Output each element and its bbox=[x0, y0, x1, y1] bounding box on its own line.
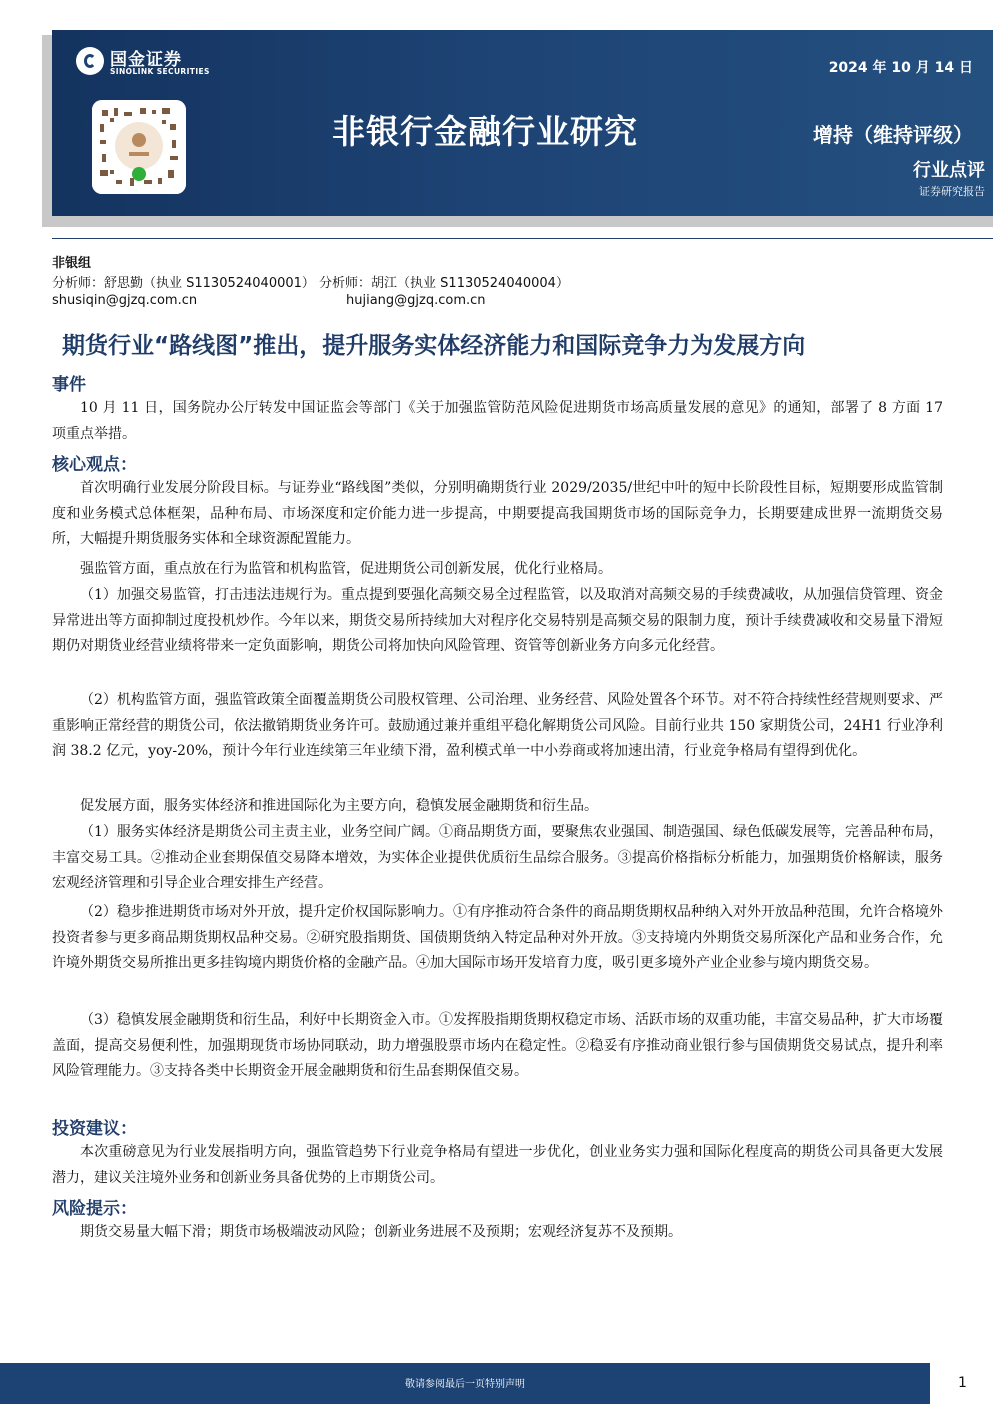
analyst-email-1[interactable]: shusiqin@gjzq.com.cn bbox=[52, 293, 198, 308]
rating-label: 增持（维持评级） bbox=[813, 123, 973, 147]
header-banner bbox=[52, 30, 993, 216]
qr-code-icon bbox=[92, 100, 186, 194]
report-doc-type: 证券研究报告 bbox=[919, 185, 985, 198]
research-group: 非银组 bbox=[52, 256, 92, 271]
core-paragraph-5: 促发展方面，服务实体经济和推进国际化为主要方向，稳慎发展金融期货和衍生品。 bbox=[80, 798, 598, 814]
core-paragraph-4: （2）机构监管方面，强监管政策全面覆盖期货公司股权管理、公司治理、业务经营、风险处置各个环节。对不符合持续性经营规则要求、严重影响正常经营的期货公司，依法撤销期货业务许可。鼓励通过兼并重组平稳化解期货公司风险。目前行业共 150 家期货公司，24H1 行业净利润 38.2 亿元，yoy-20%，预计今年行业连续第三年业绩下滑，盈利模式单一中小券商或将加速出清，行业竞争格局有望得到优化。 bbox=[52, 692, 943, 759]
headline: 期货行业“路线图”推出，提升服务实体经济能力和国际竞争力为发展方向 bbox=[62, 333, 806, 359]
sinolink-logo-icon bbox=[76, 47, 104, 75]
risk-paragraph: 期货交易量大幅下滑；期货市场极端波动风险；创新业务进展不及预期；宏观经济复苏不及预期。 bbox=[80, 1224, 682, 1240]
logo-text-en: SINOLINK SECURITIES bbox=[110, 67, 210, 76]
report-date: 2024 年 10 月 14 日 bbox=[828, 60, 973, 76]
section-heading-event: 事件 bbox=[52, 375, 86, 395]
logo-text-cn: 国金证券 bbox=[110, 50, 182, 70]
core-paragraph-6: （1）服务实体经济是期货公司主责主业，业务空间广阔。①商品期货方面，要聚焦农业强国、制造强国、绿色低碳发展等，完善品种布局，丰富交易工具。②推动企业套期保值交易降本增效，为实体企业提供优质衍生品综合服务。③提高价格指标分析能力，加强期货价格解读，服务宏观经济管理和引导企业合理安排生产经营。 bbox=[52, 824, 943, 891]
divider bbox=[52, 238, 993, 239]
report-title: 非银行金融行业研究 bbox=[332, 112, 638, 151]
event-paragraph: 10 月 11 日，国务院办公厅转发中国证监会等部门《关于加强监管防范风险促进期货市场高质量发展的意见》的通知，部署了 8 方面 17 项重点举措。 bbox=[52, 400, 943, 442]
core-paragraph-1: 首次明确行业发展分阶段目标。与证券业“路线图”类似，分别明确期货行业 2029/2035/世纪中叶的短中长阶段性目标，短期要形成监管制度和业务模式总体框架，品种布局、市场深度和定价能力进一步提高，中期要提高我国期货市场的国际竞争力，长期要建成世界一流期货交易所，大幅提升期货服务实体和全球资源配置能力。 bbox=[52, 480, 943, 547]
footer-disclaimer-note: 敬请参阅最后一页特别声明 bbox=[405, 1379, 525, 1390]
section-heading-core: 核心观点： bbox=[52, 455, 137, 475]
core-paragraph-2: 强监管方面，重点放在行为监管和机构监管，促进期货公司创新发展，优化行业格局。 bbox=[80, 561, 612, 577]
core-paragraph-3: （1）加强交易监管，打击违法违规行为。重点提到要强化高频交易全过程监管，以及取消对高频交易的手续费减收，从加强信贷管理、资金异常进出等方面抑制过度投机炒作。今年以来，期货交易所持续加大对程序化交易特别是高频交易的限制力度，预计手续费减收和交易量下滑短期仍对期货业经营业绩将带来一定负面影响，期货公司将加快向风险管理、资管等创新业务方向多元化经营。 bbox=[52, 587, 943, 654]
core-paragraph-8: （3）稳慎发展金融期货和衍生品，利好中长期资金入市。①发挥股指期货期权稳定市场、活跃市场的双重功能，丰富交易品种，扩大市场覆盖面，提高交易便利性，加强期现货市场协同联动，助力增强股票市场内在稳定性。②稳妥有序推动商业银行参与国债期货交易试点，提升利率风险管理能力。③支持各类中长期资金开展金融期货和衍生品套期保值交易。 bbox=[52, 1012, 943, 1079]
analyst-email-2[interactable]: hujiang@gjzq.com.cn bbox=[346, 293, 486, 308]
advice-paragraph: 本次重磅意见为行业发展指明方向，强监管趋势下行业竞争格局有望进一步优化，创业业务实力强和国际化程度高的期货公司具备更大发展潜力，建议关注境外业务和创新业务具备优势的上市期货公司。 bbox=[52, 1144, 943, 1186]
analyst-line: 分析师：舒思勤（执业 S1130524040001） 分析师：胡江（执业 S1130524040004） bbox=[52, 276, 569, 291]
section-heading-risk: 风险提示： bbox=[52, 1199, 137, 1219]
report-category: 行业点评 bbox=[913, 160, 985, 181]
section-heading-advice: 投资建议： bbox=[52, 1119, 137, 1139]
page-number: 1 bbox=[958, 1375, 967, 1391]
core-paragraph-7: （2）稳步推进期货市场对外开放，提升定价权国际影响力。①有序推动符合条件的商品期货期权品种纳入对外开放品种范围，允许合格境外投资者参与更多商品期货期权品种交易。②研究股指期货、国债期货纳入特定品种对外开放。③支持境内外期货交易所深化产品和业务合作，允许境外期货交易所推出更多挂钩境内期货价格的金融产品。④加大国际市场开发培育力度，吸引更多境外产业企业参与境内期货交易。 bbox=[52, 904, 943, 971]
